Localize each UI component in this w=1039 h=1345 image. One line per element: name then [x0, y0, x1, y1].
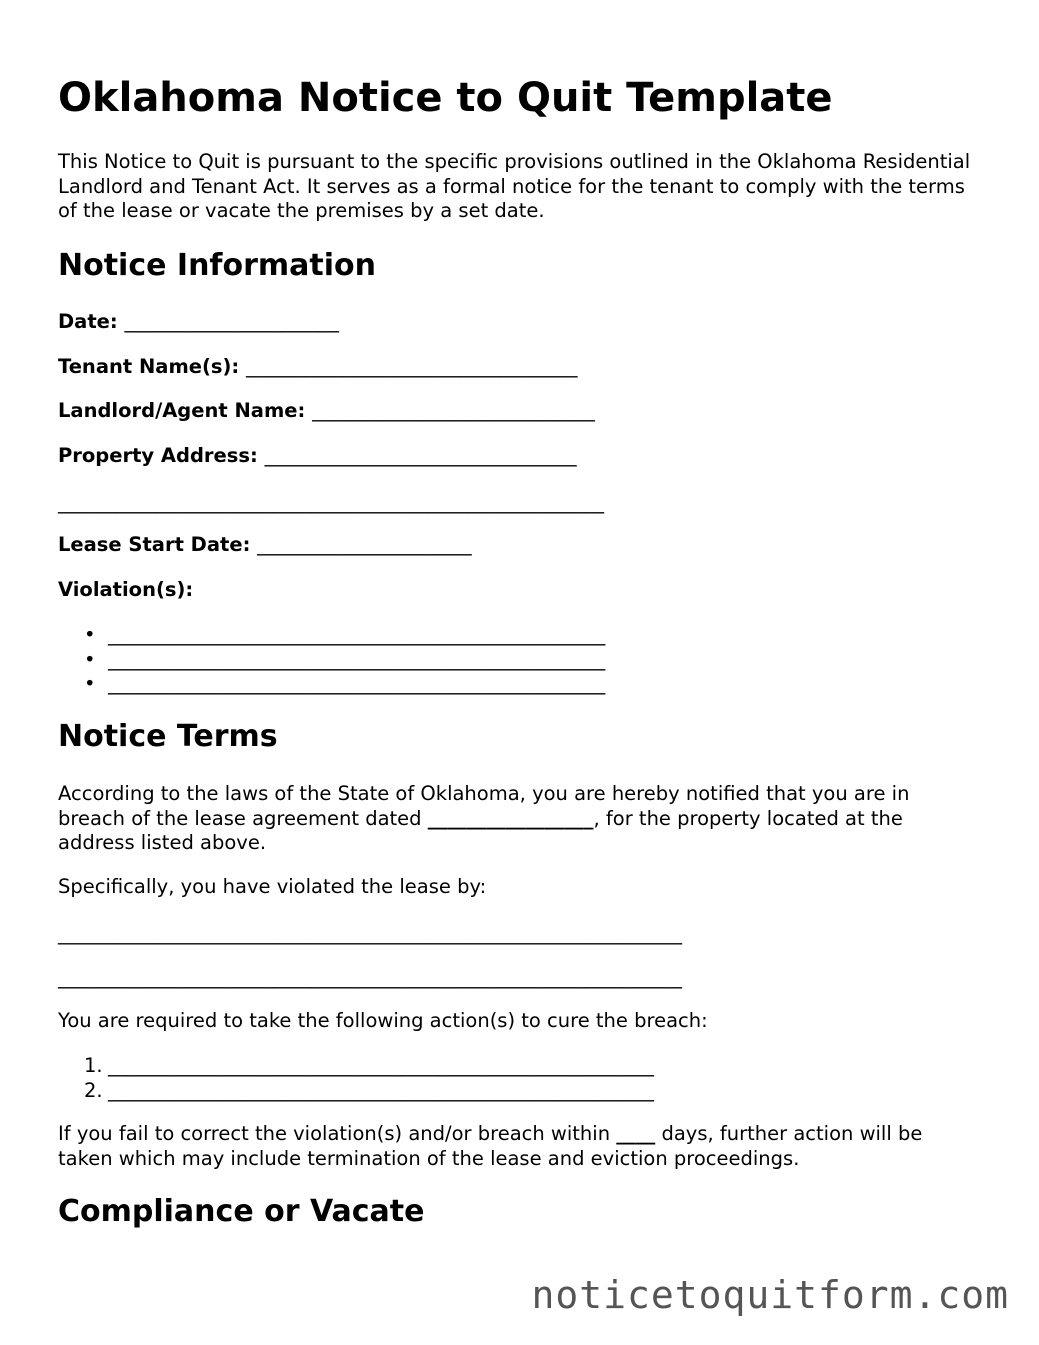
days-blank[interactable]: ____ — [616, 1122, 656, 1145]
fail-text-before: If you fail to correct the violation(s) and/or breach within — [58, 1122, 617, 1145]
cure-actions-list — [58, 1054, 654, 1103]
bullet-marker: • — [84, 647, 96, 671]
date-label: Date: — [58, 310, 118, 333]
list-item[interactable] — [58, 1054, 654, 1079]
document-title: Oklahoma Notice to Quit Template — [58, 75, 833, 121]
breach-date-blank[interactable]: _________________ — [427, 806, 594, 830]
breach-text-before: According to the laws of the State of Oklahoma, you are hereby notified that you are in breach of the lease agreement dated — [58, 782, 910, 830]
fail-paragraph — [58, 1122, 978, 1171]
tenant-name-field — [58, 355, 578, 379]
violation-line-1[interactable]: ___________________________________________________ — [108, 623, 606, 646]
specifically-paragraph: Specifically, you have violated the lease by: — [58, 875, 487, 898]
violations-list — [58, 623, 605, 697]
cure-intro-paragraph: You are required to take the following action(s) to cure the breach: — [58, 1009, 708, 1032]
tenant-name-label: Tenant Name(s): — [58, 355, 240, 378]
notice-information-heading: Notice Information — [58, 248, 376, 283]
fail-text-after: days, further action will be taken which may include termination of the lease and eviction proceedings. — [58, 1122, 923, 1170]
violation-line-3[interactable]: ___________________________________________________ — [108, 672, 606, 695]
breach-paragraph — [58, 782, 978, 856]
landlord-name-blank[interactable]: _____________________________ — [312, 399, 595, 422]
violations-label: Violation(s): — [58, 578, 194, 601]
compliance-heading: Compliance or Vacate — [58, 1194, 425, 1229]
breach-text-after: , for the property located at the address listed above. — [58, 806, 903, 854]
notice-terms-heading: Notice Terms — [58, 719, 278, 754]
lease-violation-line-2[interactable]: ________________________________________________________________ — [58, 966, 682, 989]
property-address-label: Property Address: — [58, 444, 258, 467]
lease-start-date-field — [58, 533, 472, 557]
lease-start-date-blank[interactable]: ______________________ — [257, 533, 472, 556]
cure-action-line-2[interactable]: ________________________________________________________ — [108, 1078, 654, 1102]
tenant-name-blank[interactable]: __________________________________ — [246, 355, 578, 378]
date-field — [58, 310, 339, 334]
property-address-blank[interactable]: ________________________________ — [264, 444, 577, 467]
watermark: noticetoquitform.com — [531, 1273, 1009, 1317]
cure-action-line-1[interactable]: ________________________________________________________ — [108, 1054, 654, 1077]
list-item[interactable] — [58, 672, 605, 697]
list-number: 2. — [84, 1078, 103, 1102]
list-item[interactable] — [58, 648, 605, 673]
bullet-marker: • — [84, 623, 96, 646]
landlord-name-label: Landlord/Agent Name: — [58, 399, 306, 422]
property-address-line-2[interactable]: ________________________________________________________ — [58, 491, 604, 514]
intro-paragraph: This Notice to Quit is pursuant to the specific provisions outlined in the Oklahoma Residential Landlord and Tenant Act. It serves as a formal notice for the tenant to comply with the terms of the lease or vacate the premises by a set date. — [58, 150, 971, 222]
list-item[interactable] — [58, 623, 605, 648]
violation-line-2[interactable]: ___________________________________________________ — [108, 647, 606, 671]
landlord-name-field — [58, 399, 595, 423]
property-address-field — [58, 444, 577, 468]
list-item[interactable] — [58, 1079, 654, 1104]
lease-start-date-label: Lease Start Date: — [58, 533, 251, 556]
lease-violation-line-1[interactable]: ________________________________________________________________ — [58, 922, 682, 945]
bullet-marker: • — [84, 672, 96, 695]
date-blank[interactable]: ______________________ — [124, 310, 339, 333]
list-number: 1. — [84, 1054, 103, 1077]
